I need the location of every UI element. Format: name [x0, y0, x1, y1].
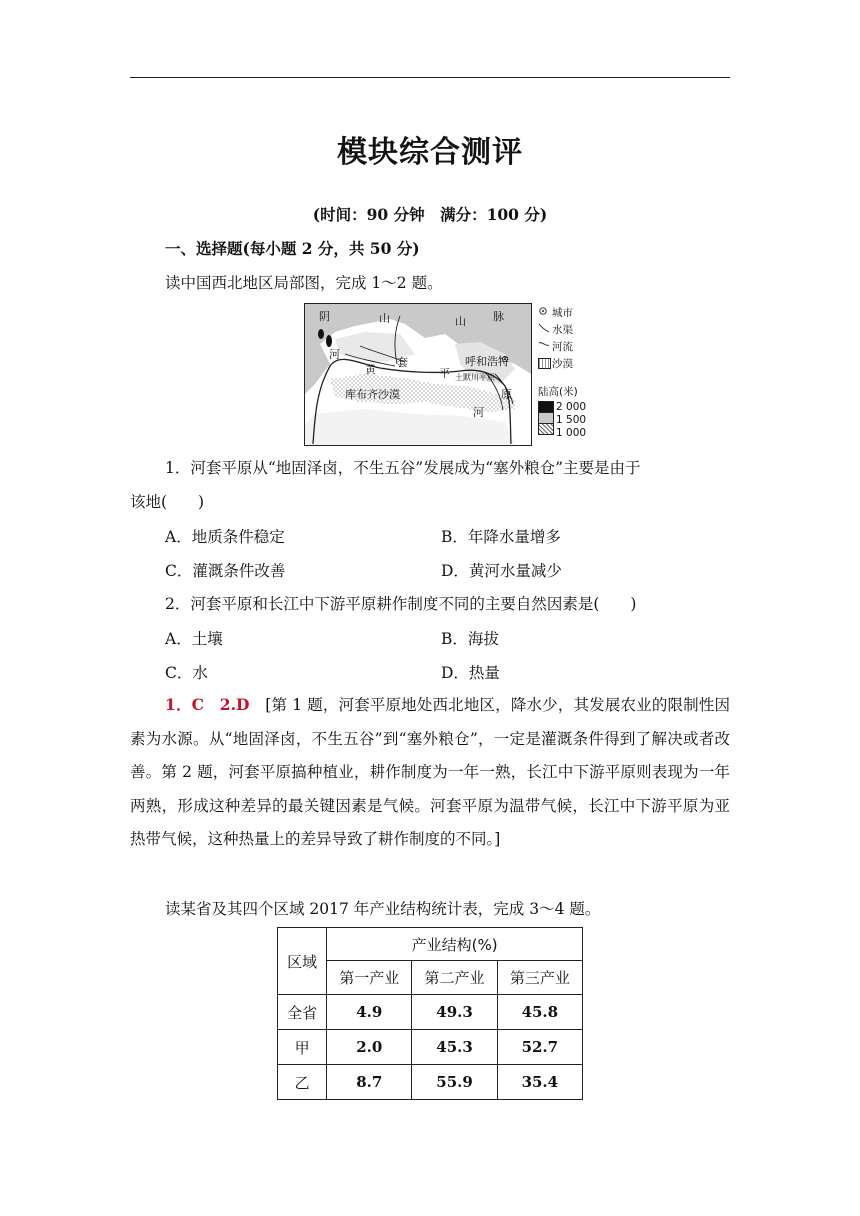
header-rule — [130, 77, 730, 78]
table-header-group: 产业结构(%) — [327, 928, 583, 961]
table-col-tertiary: 第三产业 — [497, 961, 582, 995]
table-cell: 45.8 — [497, 995, 582, 1030]
question-intro-2: 读某省及其四个区域 2017 年产业结构统计表，完成 3～4 题。 — [165, 900, 601, 918]
table-cell: 35.4 — [497, 1065, 582, 1100]
map-label-mai: 脉 — [493, 310, 504, 323]
legend-elev-1500: 1 500 — [556, 414, 587, 426]
map-legend — [538, 304, 608, 444]
map-label-shan2: 山 — [455, 315, 466, 328]
table-cell: 45.3 — [412, 1030, 497, 1065]
map-label-he1: 河 — [329, 348, 340, 361]
q2-option-a: A．土壤 — [165, 630, 223, 648]
legend-desert-swatch — [538, 358, 551, 369]
legend-river-label: 河流 — [552, 341, 573, 353]
q1-stem-line1: 1．河套平原从“地固泽卤，不生五谷”发展成为“塞外粮仓”主要是由于 — [165, 459, 641, 477]
map-label-yuan: 原 — [501, 388, 512, 401]
map-label-kubuqi: 库布齐沙漠 — [345, 388, 400, 401]
legend-desert-label: 沙漠 — [552, 358, 573, 370]
table-col-secondary: 第二产业 — [412, 961, 497, 995]
legend-canal-label: 水渠 — [552, 324, 573, 336]
q2-option-d: D．热量 — [441, 664, 500, 682]
table-cell: 52.7 — [497, 1030, 582, 1065]
map-label-tumochuan: 土默川平原 — [455, 373, 495, 382]
table-header-region: 区域 — [278, 928, 327, 995]
q1-option-b: B．年降水量增多 — [441, 528, 561, 546]
map-drawing — [305, 304, 531, 445]
table-row-name: 甲 — [278, 1030, 327, 1065]
legend-elev-1000: 1 000 — [556, 427, 587, 439]
section-heading: 一、选择题(每小题 2 分，共 50 分) — [165, 239, 420, 258]
q1-option-c: C．灌溉条件改善 — [165, 562, 286, 580]
map-label-shan1: 山 — [379, 312, 390, 325]
map-label-yin: 阴 — [319, 310, 330, 323]
q1-option-d: D．黄河水量减少 — [441, 562, 562, 580]
question-intro-1: 读中国西北地区局部图，完成 1～2 题。 — [165, 274, 443, 292]
table-cell: 49.3 — [412, 995, 497, 1030]
answer-explanation: [第 1 题，河套平原地处西北地区，降水少，其发展农业的限制性因素为水源。从“地固泽卤，不生五谷”到“塞外粮仓”，一定是灌溉条件得到了解决或者改善。第 2 题，河套平原搞种植业，耕作制度为一年一熟，长江中下游平原则表现为一年两熟，形成这种差异的最关键因素是气候。河套平原为温带气候，长江中下游平原为亚热带气候，这种热量上的差异导致了耕作制度的不同。] — [130, 696, 731, 848]
q1-stem-line2: 该地( ) — [130, 493, 205, 511]
answer-block — [130, 688, 730, 857]
industry-structure-table — [277, 927, 583, 1100]
map-label-huang: 黄 — [365, 363, 376, 376]
table-row — [278, 1065, 583, 1100]
table-cell: 8.7 — [327, 1065, 412, 1100]
map-label-tao: 套 — [397, 356, 408, 369]
northwest-china-map — [304, 303, 532, 446]
legend-elev-1000-swatch — [538, 423, 554, 435]
q2-option-c: C．水 — [165, 664, 208, 682]
time-info: (时间：90 分钟 满分：100 分) — [312, 205, 548, 224]
legend-canal-icon — [538, 322, 550, 337]
legend-river-icon — [538, 339, 550, 354]
map-label-he2: 河 — [473, 406, 484, 419]
table-cell: 2.0 — [327, 1030, 412, 1065]
table-cell: 4.9 — [327, 995, 412, 1030]
page-title: 模块综合测评 — [337, 135, 523, 170]
table-row-name: 全省 — [278, 995, 327, 1030]
answer-key: 1．C 2.D — [165, 695, 250, 714]
legend-elevation-title: 陆高(米) — [538, 386, 578, 398]
q2-option-b: B．海拔 — [441, 630, 499, 648]
q2-stem: 2．河套平原和长江中下游平原耕作制度不同的主要自然因素是( ) — [165, 595, 637, 613]
legend-elev-2000: 2 000 — [556, 401, 587, 413]
q1-option-a: A．地质条件稳定 — [165, 528, 285, 546]
map-label-hohhot: 呼和浩特 — [465, 355, 509, 368]
legend-city-icon — [538, 306, 548, 319]
table-row — [278, 995, 583, 1030]
table-row — [278, 1030, 583, 1065]
table-row-name: 乙 — [278, 1065, 327, 1100]
table-cell: 55.9 — [412, 1065, 497, 1100]
legend-city-label: 城市 — [552, 307, 573, 319]
map-label-ping: 平 — [439, 367, 450, 380]
table-col-primary: 第一产业 — [327, 961, 412, 995]
